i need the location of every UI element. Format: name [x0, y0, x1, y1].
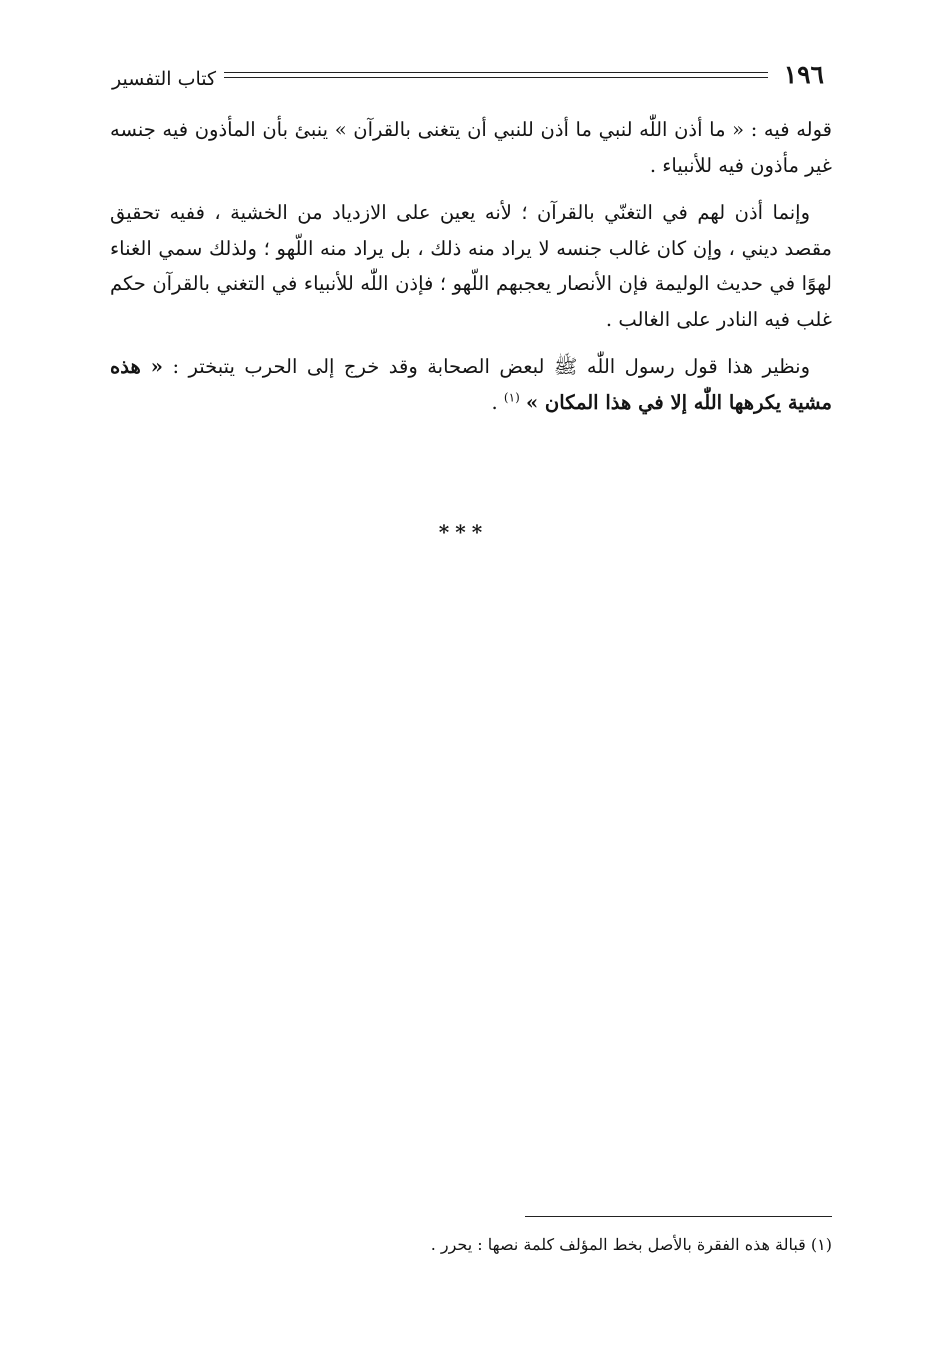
paragraph-2: وإنما أذن لهم في التغنّي بالقرآن ؛ لأنه يعين على الازدياد من الخشية ، ففيه تحقيق مقصد ديني ، وإن كان غالب جنسه لا يراد منه ذلك ، بل يراد منه اللّهو ؛ ولذلك سمي الغناء لهوًا في حديث الوليمة فإن الأنصار يعجبهم اللّهو ؛ فإذن اللّٰه للأنبياء في التغني بالقرآن حكم غلب فيه النادر على الغالب .: [110, 201, 833, 331]
paragraph-3-end: .: [491, 390, 504, 414]
section-break: ***: [438, 520, 489, 544]
running-header: [112, 60, 824, 100]
book-title: كتاب التفسير: [112, 68, 217, 90]
header-double-rule: [224, 72, 768, 78]
footnote-separator: [525, 1216, 832, 1217]
paragraph-3-intro: ونظير هذا قول رسول اللّٰه ﷺ لبعض الصحابة وقد خرج إلى الحرب يتبختر :: [172, 355, 810, 378]
footnote: (١) قبالة هذه الفقرة بالأصل بخط المؤلف كلمة نصها : يحرر .: [430, 1235, 832, 1254]
page-number: ١٩٦: [783, 60, 824, 89]
paragraph-1: قوله فيه : « ما أذن اللّٰه لنبي ما أذن للنبي أن يتغنى بالقرآن » ينبئ بأن المأذون فيه جنسه غير مأذون فيه للأنبياء .: [110, 118, 832, 177]
hadith-quote: « هذه مشية يكرهها اللّٰه إلا في هذا المكان »: [110, 355, 832, 414]
paragraph-3: [110, 349, 832, 420]
footnote-reference[interactable]: (١): [503, 390, 520, 404]
main-text: [110, 112, 832, 432]
